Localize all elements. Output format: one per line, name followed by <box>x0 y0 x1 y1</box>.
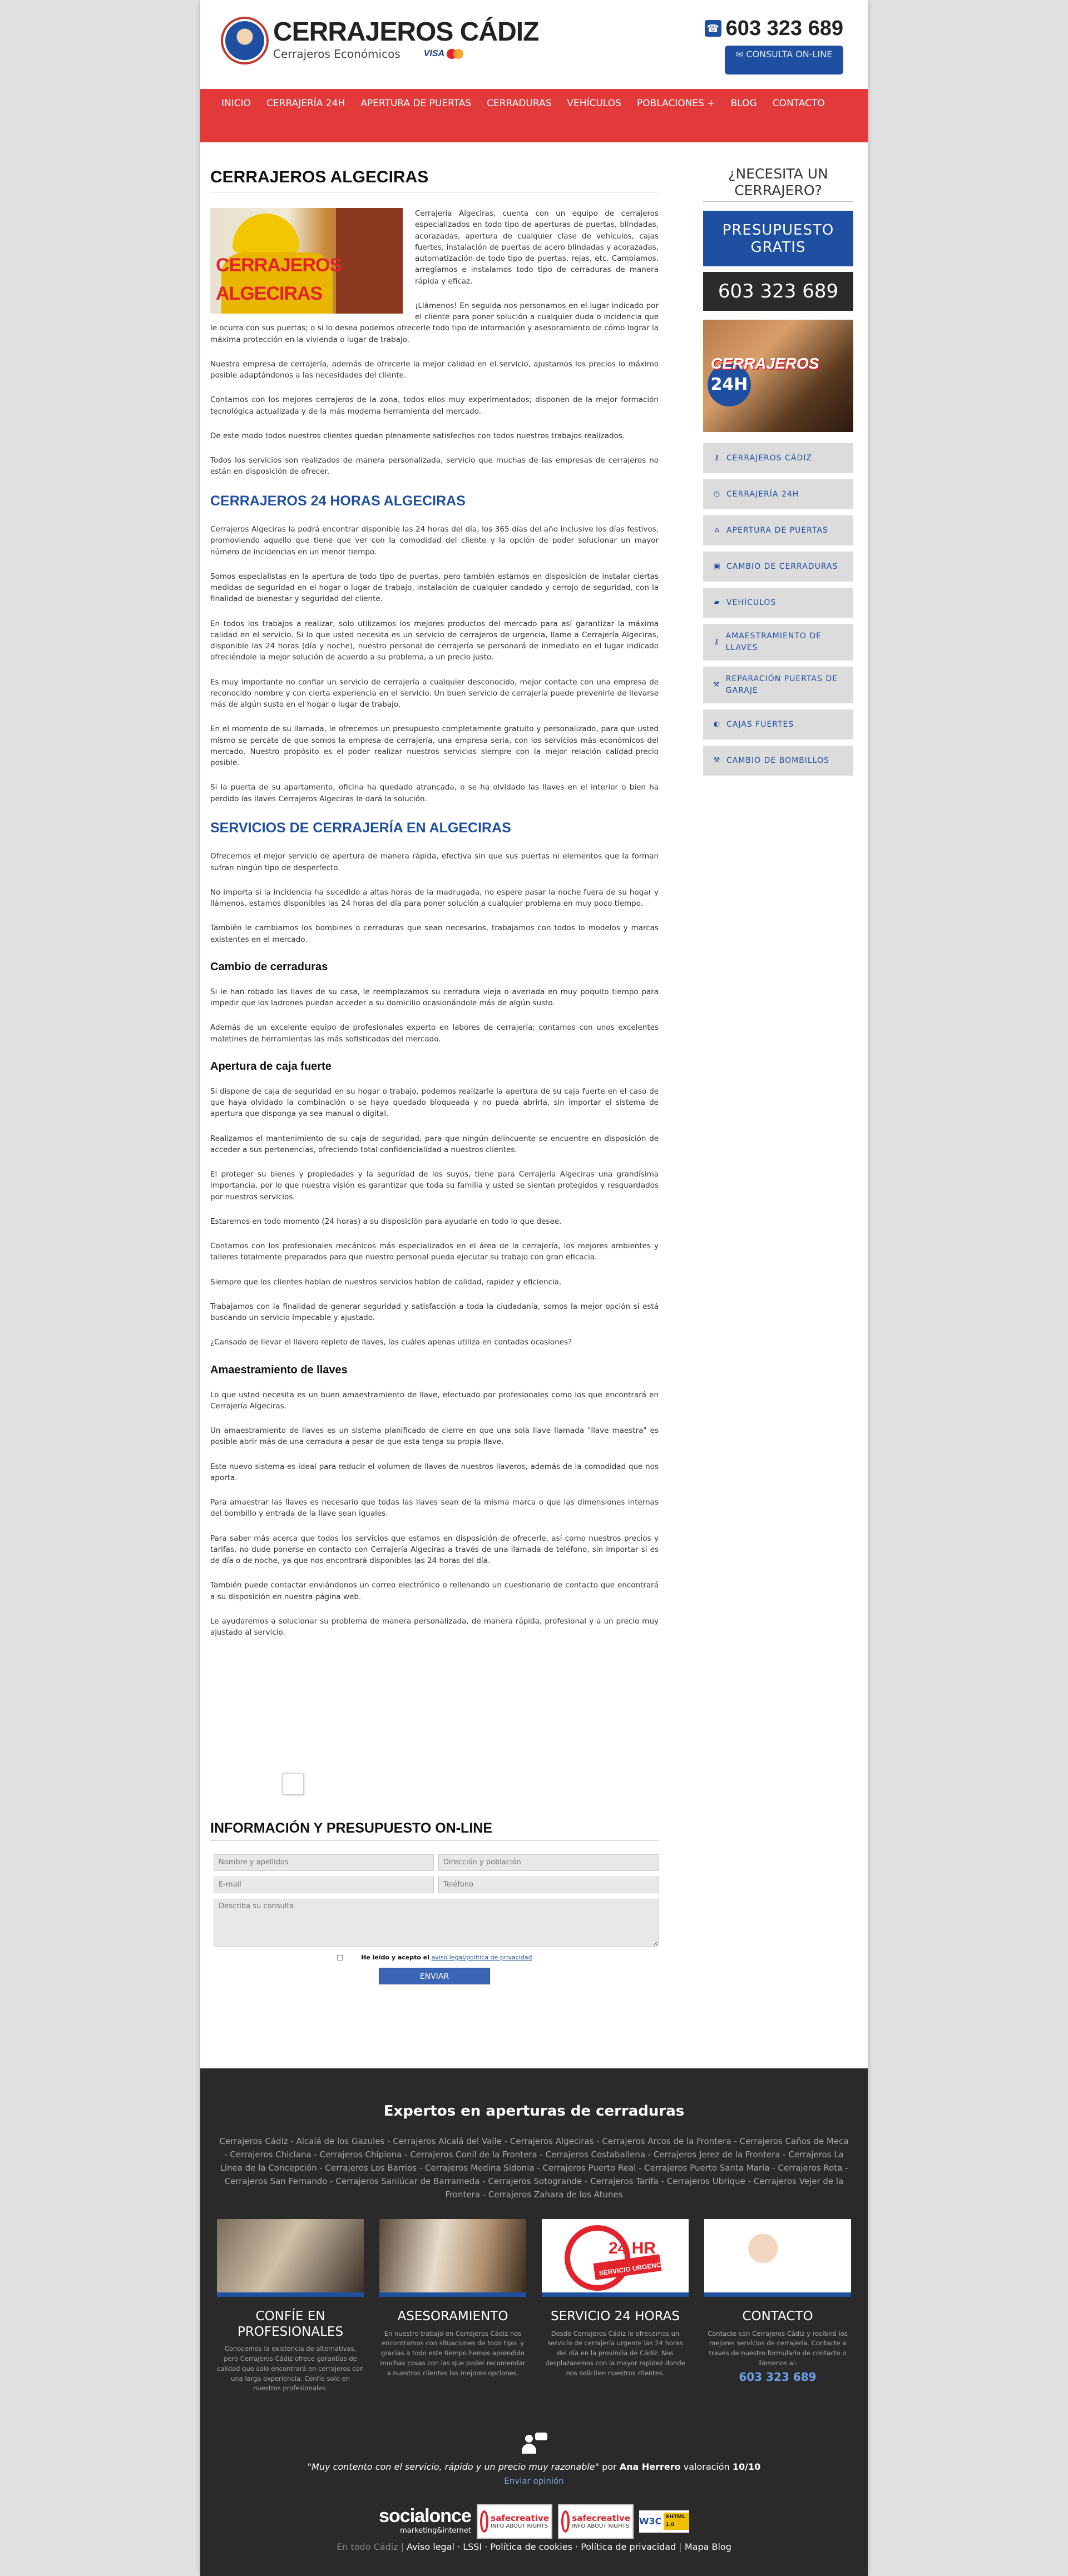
footer-col-profesionales <box>217 2219 364 2394</box>
section-paragraph: El proteger su bienes y propiedades y la seguridad de los suyos, tiene para Cerrajería Algeciras una grandísima importancia, por lo que nuestra visión es garantizar que toda su familia y usted se sientan protegidos y resguardados por nuestros servicios. <box>210 1170 659 1202</box>
safecreative-badge[interactable] <box>477 2504 552 2539</box>
seal-service-text: SERVICIO URGENCIAS <box>599 2259 673 2277</box>
subheading-amaestramiento: Amaestramiento de llaves <box>210 1363 348 1376</box>
consent-label: He leído y acepto el <box>361 1953 429 1961</box>
footer-col-text: Conocemos la existencia de alternativas, pero Cerrajeros Cádiz ofrece garantías de calidad que solo encontrará en cerrajeros con una larga experiencia. Confíe solo en nuestros profesionales. <box>217 2345 364 2393</box>
footer-col-text: En nuestro trabajo en Cerrajeros Cádiz nos encontramos con situaciones de todo tipo, y gracias a todo este tiempo hemos aprendido muchas cosas con las que poder recomendar a nuestros clientes las mejores opciones. <box>380 2329 526 2377</box>
section-paragraph: Si la puerta de su apartamento, oficina ha quedado atrancada, o se ha olvidado las llaves en el interior o bien ha perdido las llaves Cerrajeros Algeciras le dará la solución. <box>210 783 659 803</box>
header-phone[interactable] <box>705 18 843 39</box>
safecreative-icon <box>561 2510 570 2533</box>
logo-badge-icon <box>221 17 269 64</box>
car-icon: ▰ <box>714 598 720 607</box>
contact-form <box>210 1854 659 1947</box>
embed-placeholder[interactable] <box>283 1774 304 1795</box>
intro-paragraph: ¡Llámenos! En seguida nos personamos en el lugar indicado por el cliente para poner solución a cualquier duda o incidencia que le ocurra con sus puertas; o si lo desea podemos ofrecerle todo tipo de información y asesoramiento de cómo lograr la máxima protección en la vivienda o lugar de trabajo. <box>210 301 659 344</box>
cert-name: safecreative <box>572 2513 630 2523</box>
section-paragraph: Es muy importante no confiar un servicio de cerrajería a cualquier desconocido, mejor contacte con una empresa de reconocido nombre y con cierta experiencia en el servicio. Un buen servicio de cerrajería puede prevenirle de llevarse más de algún susto en el hogar o lugar de trabajo. <box>210 677 659 709</box>
promo-24h: 24H <box>708 363 751 406</box>
footer-legal-links[interactable]: Aviso legal · LSSI · Política de cookies · Política de privacidad <box>407 2542 676 2552</box>
empty-space <box>210 1651 659 1779</box>
nav-apertura-puertas[interactable]: APERTURA DE PUERTAS <box>360 98 472 109</box>
footer-col-asesoramiento <box>379 2219 526 2394</box>
socialonce-logo[interactable] <box>379 2506 471 2537</box>
sidebar <box>703 142 853 1984</box>
testimonial-by: por <box>602 2461 617 2473</box>
section-heading-servicios: SERVICIOS DE CERRAJERÍA EN ALGECIRAS <box>210 820 511 836</box>
sidebar-item-cerrajeros-cadiz[interactable] <box>703 443 853 473</box>
intro-paragraph: Todos los servicios son realizados de manera personalizada, servicio que muchas de las empresas de cerrajeros no están en disposición de ofrecer. <box>210 456 659 477</box>
name-field[interactable] <box>214 1854 434 1871</box>
section-paragraph: Contamos con los profesionales mecánicos más especializados en el área de la cerrajería, los mejores ambientes y talleres totalmente preparados para que nuestro personal pueda ejecutar su trabajo con gran eficacia. <box>210 1242 659 1262</box>
testimonial-rating-label: valoración <box>683 2461 730 2473</box>
sidebar-item-label: APERTURA DE PUERTAS <box>726 525 828 535</box>
footer-col-text: Contacte con Cerrajeros Cádiz y recibirá los mejores servicios de cerrajería. Contacte a través de nuestro formulario de contacto o llámenos al: <box>708 2329 848 2367</box>
sidebar-item-label: REPARACIÓN PUERTAS DE GARAJE <box>725 674 838 695</box>
site-footer <box>200 2068 868 2576</box>
safecreative-badge[interactable] <box>558 2504 634 2539</box>
cert-sub: INFO ABOUT RIGHTS <box>572 2523 630 2529</box>
payment-cards <box>424 47 464 61</box>
sidebar-item-label: CAMBIO DE BOMBILLOS <box>726 756 829 765</box>
sidebar-item-cajas-fuertes[interactable] <box>703 709 853 739</box>
section-paragraph: Para saber más acerca que todos los servicios que estamos en disposición de ofrecerle, así como nuestros precios y tarifas, no dude ponerse en contacto con Cerrajería Algeciras a través de una llamada de teléfono, sin importar si es de día o de noche, ya que nos encontrará disponibles las 24 horas del día. <box>210 1533 659 1565</box>
section-paragraph: No importa si la incidencia ha sucedido a altas horas de la madrugada, no espere pasar la noche fuera de su hogar y llámenos, estamos disponibles las 24 horas del día para poner solución a cualquier problema en muy poco tiempo. <box>210 887 659 908</box>
socialonce-name: socialonce <box>379 2505 471 2527</box>
section-heading-24h: CERRAJEROS 24 HORAS ALGECIRAS <box>210 493 466 509</box>
section-paragraph: Estaremos en todo momento (24 horas) a su disposición para ayudarle en todo lo que desee. <box>210 1217 562 1226</box>
phone-icon: ☎ <box>705 20 721 37</box>
mastercard-icon <box>447 49 464 59</box>
section-paragraph: Un amaestramiento de llaves es un sistema planificado de cierre en que una sola llave llamada "llave maestra" es posible abrir más de una cerradura a pesar de que esta tenga su propia llave. <box>210 1426 659 1447</box>
section-paragraph: Este nuevo sistema es ideal para reducir el volumen de llaves de nuestros llaveros, además de la comodidad que nos aporta. <box>210 1462 659 1482</box>
testimonial <box>200 2433 868 2488</box>
nav-poblaciones[interactable]: POBLACIONES + <box>636 98 715 109</box>
form-title: INFORMACIÓN Y PRESUPUESTO ON-LINE <box>210 1818 659 1841</box>
key-icon: ⚷ <box>714 638 720 647</box>
key-icon: ⚷ <box>714 454 720 463</box>
safecreative-icon <box>480 2510 488 2533</box>
testimonial-quote: "Muy contento con el servicio, rápido y un precio muy razonable" <box>307 2461 600 2473</box>
section-paragraph: Cerrajeros Algeciras la podrá encontrar disponible las 24 horas del día, los 365 días del año inclusive los días festivos, promoviendo aquello que tiene que ver con la comodidad del cliente y la opción de poder solucionar un mayor número de incidencias en un menor tiempo. <box>210 525 659 557</box>
section-paragraph: Le ayudaremos a solucionar su problema de manera personalizada, de manera rápida, profesional y a un precio muy ajustado al servicio. <box>210 1616 659 1637</box>
w3c-text: W3C <box>639 2515 662 2527</box>
section-paragraph: En el momento de su llamada, le ofrecemos un presupuesto completamente gratuito y personalizado, para que usted mismo se percate de que somos la empresa de cerrajería, una empresa seria, con los servicios más económicos del mercado. Nuestro propósito es el poder realizar nuestros servicios siempre con la mejor relación calidad-precio posible. <box>210 724 659 767</box>
footer-col-text: Desde Cerrajeros Cádiz le ofrecemos un servicio de cerrajería urgente las 24 horas del día en la provincia de Cádiz. Nos desplazaremos con la mayor rapidez donde nos soliciten nuestros clientes. <box>545 2329 685 2377</box>
sidebar-item-garaje[interactable] <box>703 667 853 703</box>
sidebar-item-label: VEHÍCULOS <box>726 598 777 607</box>
presupuesto-button[interactable]: PRESUPUESTO GRATIS <box>703 211 853 266</box>
footer-town-links[interactable]: Cerrajeros Cádiz - Alcalá de los Gazules - Cerrajeros Alcalá del Valle - Cerrajeros Algeciras - Cerrajeros Arcos de la Frontera - Cerrajeros Caños de Meca - Cerrajeros Chiclana - Cerrajeros Chipiona - Cerrajeros Conil de la Frontera - Cerrajeros Costaballena - Cerrajeros Jerez de la Frontera - Cerrajeros La Línea de la Concepción - Cerrajeros Los Barrios - Cerrajeros Medina Sidonia - Cerrajeros Puerto Real - Cerrajeros Puerto Santa María - Cerrajeros Rota - Cerrajeros San Fernando - Cerrajeros Sanlúcar de Barrameda - Cerrajeros Sotogrande - Cerrajeros Tarifa - Cerrajeros Ubrique - Cerrajeros Vejer de la Frontera - Cerrajeros Zahara de los Atunes <box>219 2136 849 2200</box>
footer-region: En todo Cádiz <box>337 2542 398 2552</box>
section-paragraph: También le cambiamos los bombines o cerraduras que sean necesarios, trabajamos con todos lo modelos y marcas existentes en el mercado. <box>210 924 659 944</box>
email-field[interactable] <box>214 1877 434 1893</box>
send-opinion-link[interactable]: Enviar opinión <box>504 2476 564 2486</box>
subheading-cerraduras: Cambio de cerraduras <box>210 960 328 973</box>
section-paragraph: Si dispone de caja de seguridad en su hogar o trabajo, podemos realizarle la apertura de su caja fuerte en el caso de que haya olvidado la combinación o se haya quedado bloqueada y no pueda abrirla, sin importar el sistema de apertura que disponga ya sea manual o digital. <box>210 1086 659 1119</box>
sidebar-item-amaestramiento[interactable] <box>703 624 853 661</box>
page-title: CERRAJEROS ALGECIRAS <box>210 165 659 192</box>
intro-paragraph: Cerrajería Algeciras, cuenta con un equipo de cerrajeros especializados en todo tipo de aperturas de puertas, blindadas, acorazadas, apertura de cualquier clase de vehículos, cajas fuertes, instalación de puertas de acero blindadas y acorazadas, automatización de todo tipo de puertas, rejas, etc. Cambiamos, arreglamos e instalamos todo tipo de cerraduras de manera rápida y eficaz. <box>415 209 659 286</box>
address-field[interactable] <box>438 1854 659 1871</box>
footer-col-title: ASESORAMIENTO <box>397 2309 508 2324</box>
footer-col-title: SERVICIO 24 HORAS <box>551 2309 680 2324</box>
nav-cerraduras[interactable]: CERRADURAS <box>487 98 552 109</box>
24h-seal-image <box>542 2219 689 2297</box>
locksmith-image <box>210 208 403 314</box>
w3c-xhtml-badge[interactable] <box>639 2510 689 2533</box>
sidebar-promo-image <box>703 320 853 432</box>
wrench-icon: ⚒ <box>713 756 721 765</box>
section-paragraph: Somos especialistas en la apertura de todo tipo de puertas, pero también estamos en disposición de instalar ciertas medidas de seguridad en el hogar o lugar de trabajo, instalación de cualquier candado y cerrojo de seguridad, con la finalidad de bienestar y seguridad del cliente. <box>210 572 659 604</box>
promo-brand: CERRAJEROS <box>711 355 819 372</box>
nav-inicio[interactable]: INICIO <box>221 98 251 109</box>
chat-people-icon <box>521 2433 547 2454</box>
socialonce-tagline: marketing&internet <box>400 2527 471 2535</box>
sidebar-item-apertura-puertas[interactable] <box>703 515 853 545</box>
page <box>200 0 868 2576</box>
safe-icon: ◐ <box>713 720 721 729</box>
message-field[interactable] <box>214 1899 659 1947</box>
section-paragraph: Realizamos el mantenimiento de su caja de seguridad, para que ningún delincuente se encuentre en disposición de acceder a sus pertenencias, ofreciendo total confidencialidad a nuestros clientes. <box>210 1134 659 1154</box>
sidebar-item-label: CAJAS FUERTES <box>726 719 794 729</box>
key-lock-image <box>379 2219 526 2297</box>
image-caption: CERRAJEROS ALGECIRAS <box>216 255 342 304</box>
footer-col-contacto <box>704 2219 851 2394</box>
intro-paragraph: De este modo todos nuestros clientes quedan plenamente satisfechos con todos nuestros trabajos realizados. <box>210 431 625 440</box>
sidebar-title: ¿NECESITA UN CERRAJERO? <box>703 166 853 202</box>
nav-vehiculos[interactable]: VEHÍCULOS <box>567 98 621 109</box>
lock-icon: ▣ <box>713 562 721 571</box>
logo[interactable] <box>221 17 538 64</box>
sidebar-item-vehiculos[interactable] <box>703 588 853 618</box>
consulta-online-button[interactable] <box>725 46 843 75</box>
sidebar-item-label: CERRAJEROS CÁDIZ <box>726 453 812 463</box>
sidebar-item-cambio-cerraduras[interactable] <box>703 552 853 582</box>
phone-field[interactable] <box>438 1877 659 1893</box>
section-paragraph: Además de un excelente equipo de profesionales experto en labores de cerrajería; contamos con unos excelentes maletines de herramientas las más sofisticadas del mercado. <box>210 1023 659 1044</box>
wrench-icon: ⚒ <box>713 681 720 689</box>
sidebar-item-label: AMAESTRAMIENTO DE LLAVES <box>725 632 822 652</box>
intro-paragraph: Nuestra empresa de cerrajería, además de ofrecerle la mejor calidad en el servicio, ajustamos los precios lo máximo posible adaptándonos a las necesidades del cliente. <box>210 359 659 380</box>
footer-col-title: CONTACTO <box>742 2309 813 2324</box>
nav-cerrajeria-24h[interactable]: CERRAJERÍA 24H <box>266 98 345 109</box>
cert-name: safecreative <box>491 2513 549 2523</box>
brand-name: CERRAJEROS CÁDIZ <box>273 17 539 47</box>
header-phone-number[interactable]: 603 323 689 <box>725 17 843 40</box>
section-paragraph: Para amaestrar las llaves es necesario que todas las llaves sean de la misma marca o que las dimensiones internas del bombillo y entrada de la llave sean iguales. <box>210 1498 659 1518</box>
testimonial-author: Ana Herrero <box>619 2461 681 2473</box>
nav-contacto[interactable]: CONTACTO <box>772 98 825 109</box>
section-paragraph: Si le han robado las llaves de su casa, le reemplazamos su cerradura vieja o averiada en muy poquito tiempo para impedir que los ladrones puedan acceder a su domicilio ocasionándole más de algún susto. <box>210 987 659 1007</box>
footer-phone[interactable]: 603 323 689 <box>739 2370 817 2384</box>
section-paragraph: Siempre que los clientes hablan de nuestros servicios hablan de calidad, rapidez y eficiencia. <box>210 1277 562 1287</box>
main-content <box>210 142 659 1984</box>
seal-24-text: 24 HR <box>609 2239 656 2257</box>
consent-checkbox[interactable] <box>337 1955 343 1960</box>
chat-icon: ✉ <box>735 49 746 59</box>
sidebar-item-bombillos[interactable] <box>703 746 853 776</box>
footer-map-link[interactable]: Mapa Blog <box>684 2542 731 2552</box>
footer-bottom-bar: En todo Cádiz | Aviso legal · LSSI · Política de cookies · Política de privacidad | Mapa Blog <box>337 2542 731 2552</box>
clock-icon: ◷ <box>713 490 721 499</box>
subheading-caja-fuerte: Apertura de caja fuerte <box>210 1060 332 1073</box>
privacy-link[interactable]: aviso legal/política de privacidad <box>431 1953 532 1961</box>
home-icon: ⌂ <box>714 526 720 535</box>
brand-tagline: Cerrajeros Económicos <box>273 47 400 61</box>
section-paragraph: ¿Cansado de llevar el llavero repleto de llaves, las cuáles apenas utiliza en contadas ocasiones? <box>210 1338 572 1347</box>
operator-image <box>704 2219 851 2297</box>
intro-paragraph: Contamos con los mejores cerrajeros de la zona, todos ellos muy experimentados; disponen de la mejor formación tecnológica actualizada y de la más moderna herramienta del mercado. <box>210 395 659 416</box>
legal-consent <box>210 1953 659 1963</box>
testimonial-rating: 10/10 <box>732 2461 761 2473</box>
sidebar-item-label: CAMBIO DE CERRADURAS <box>726 562 838 571</box>
site-header <box>200 0 868 89</box>
locksmith-hands-image <box>217 2219 364 2297</box>
sidebar-item-label: CERRAJERÍA 24H <box>726 489 799 499</box>
main-nav <box>200 89 868 142</box>
consulta-online-label: CONSULTA ON-LINE <box>746 49 833 59</box>
footer-title: Expertos en aperturas de cerraduras <box>383 2103 685 2120</box>
nav-blog[interactable]: BLOG <box>730 98 757 109</box>
section-paragraph: En todos los trabajos a realizar, solo utilizamos los mejores productos del mercado para así garantizar la máxima calidad en el servicio. Si lo que usted necesita es un servicio de cerrajeros de urgencia, llame a Cerrajería Algeciras, disponible las 24 horas (día y noche), nuestro personal de cerrajería se personará de inmediato en el lugar indicado ofreciéndole la mejor solución de acuerdo a su problema, a un precio justo. <box>210 619 659 662</box>
sidebar-phone-button[interactable]: 603 323 689 <box>703 272 853 311</box>
visa-icon: VISA <box>423 49 445 58</box>
section-paragraph: También puede contactar enviándonos un correo electrónico o rellenando un cuestionario de contacto que encontrará a su disposición en nuestra página web. <box>210 1581 659 1601</box>
xhtml-text: XHTML 1.0 <box>664 2513 689 2530</box>
footer-logos <box>200 2504 868 2539</box>
section-paragraph: Lo que usted necesita es un buen amaestramiento de llave, efectuado por profesionales como los que encontrará en Cerrajería Algeciras. <box>210 1390 659 1411</box>
footer-col-24h <box>542 2219 689 2394</box>
submit-button[interactable]: ENVIAR <box>379 1968 490 1984</box>
footer-col-title: CONFÍE EN PROFESIONALES <box>237 2309 344 2339</box>
section-paragraph: Ofrecemos el mejor servicio de apertura de manera rápida, efectiva sin que sus puertas ni elementos que la forman sufran ningún tipo de desperfecto. <box>210 852 659 872</box>
section-paragraph: Trabajamos con la finalidad de generar seguridad y satisfacción a toda la ciudadanía, somos la mejor opción si está buscando un servicio impecable y ajustado. <box>210 1302 659 1322</box>
cert-sub: INFO ABOUT RIGHTS <box>491 2523 548 2529</box>
sidebar-item-cerrajeria-24h[interactable] <box>703 479 853 509</box>
